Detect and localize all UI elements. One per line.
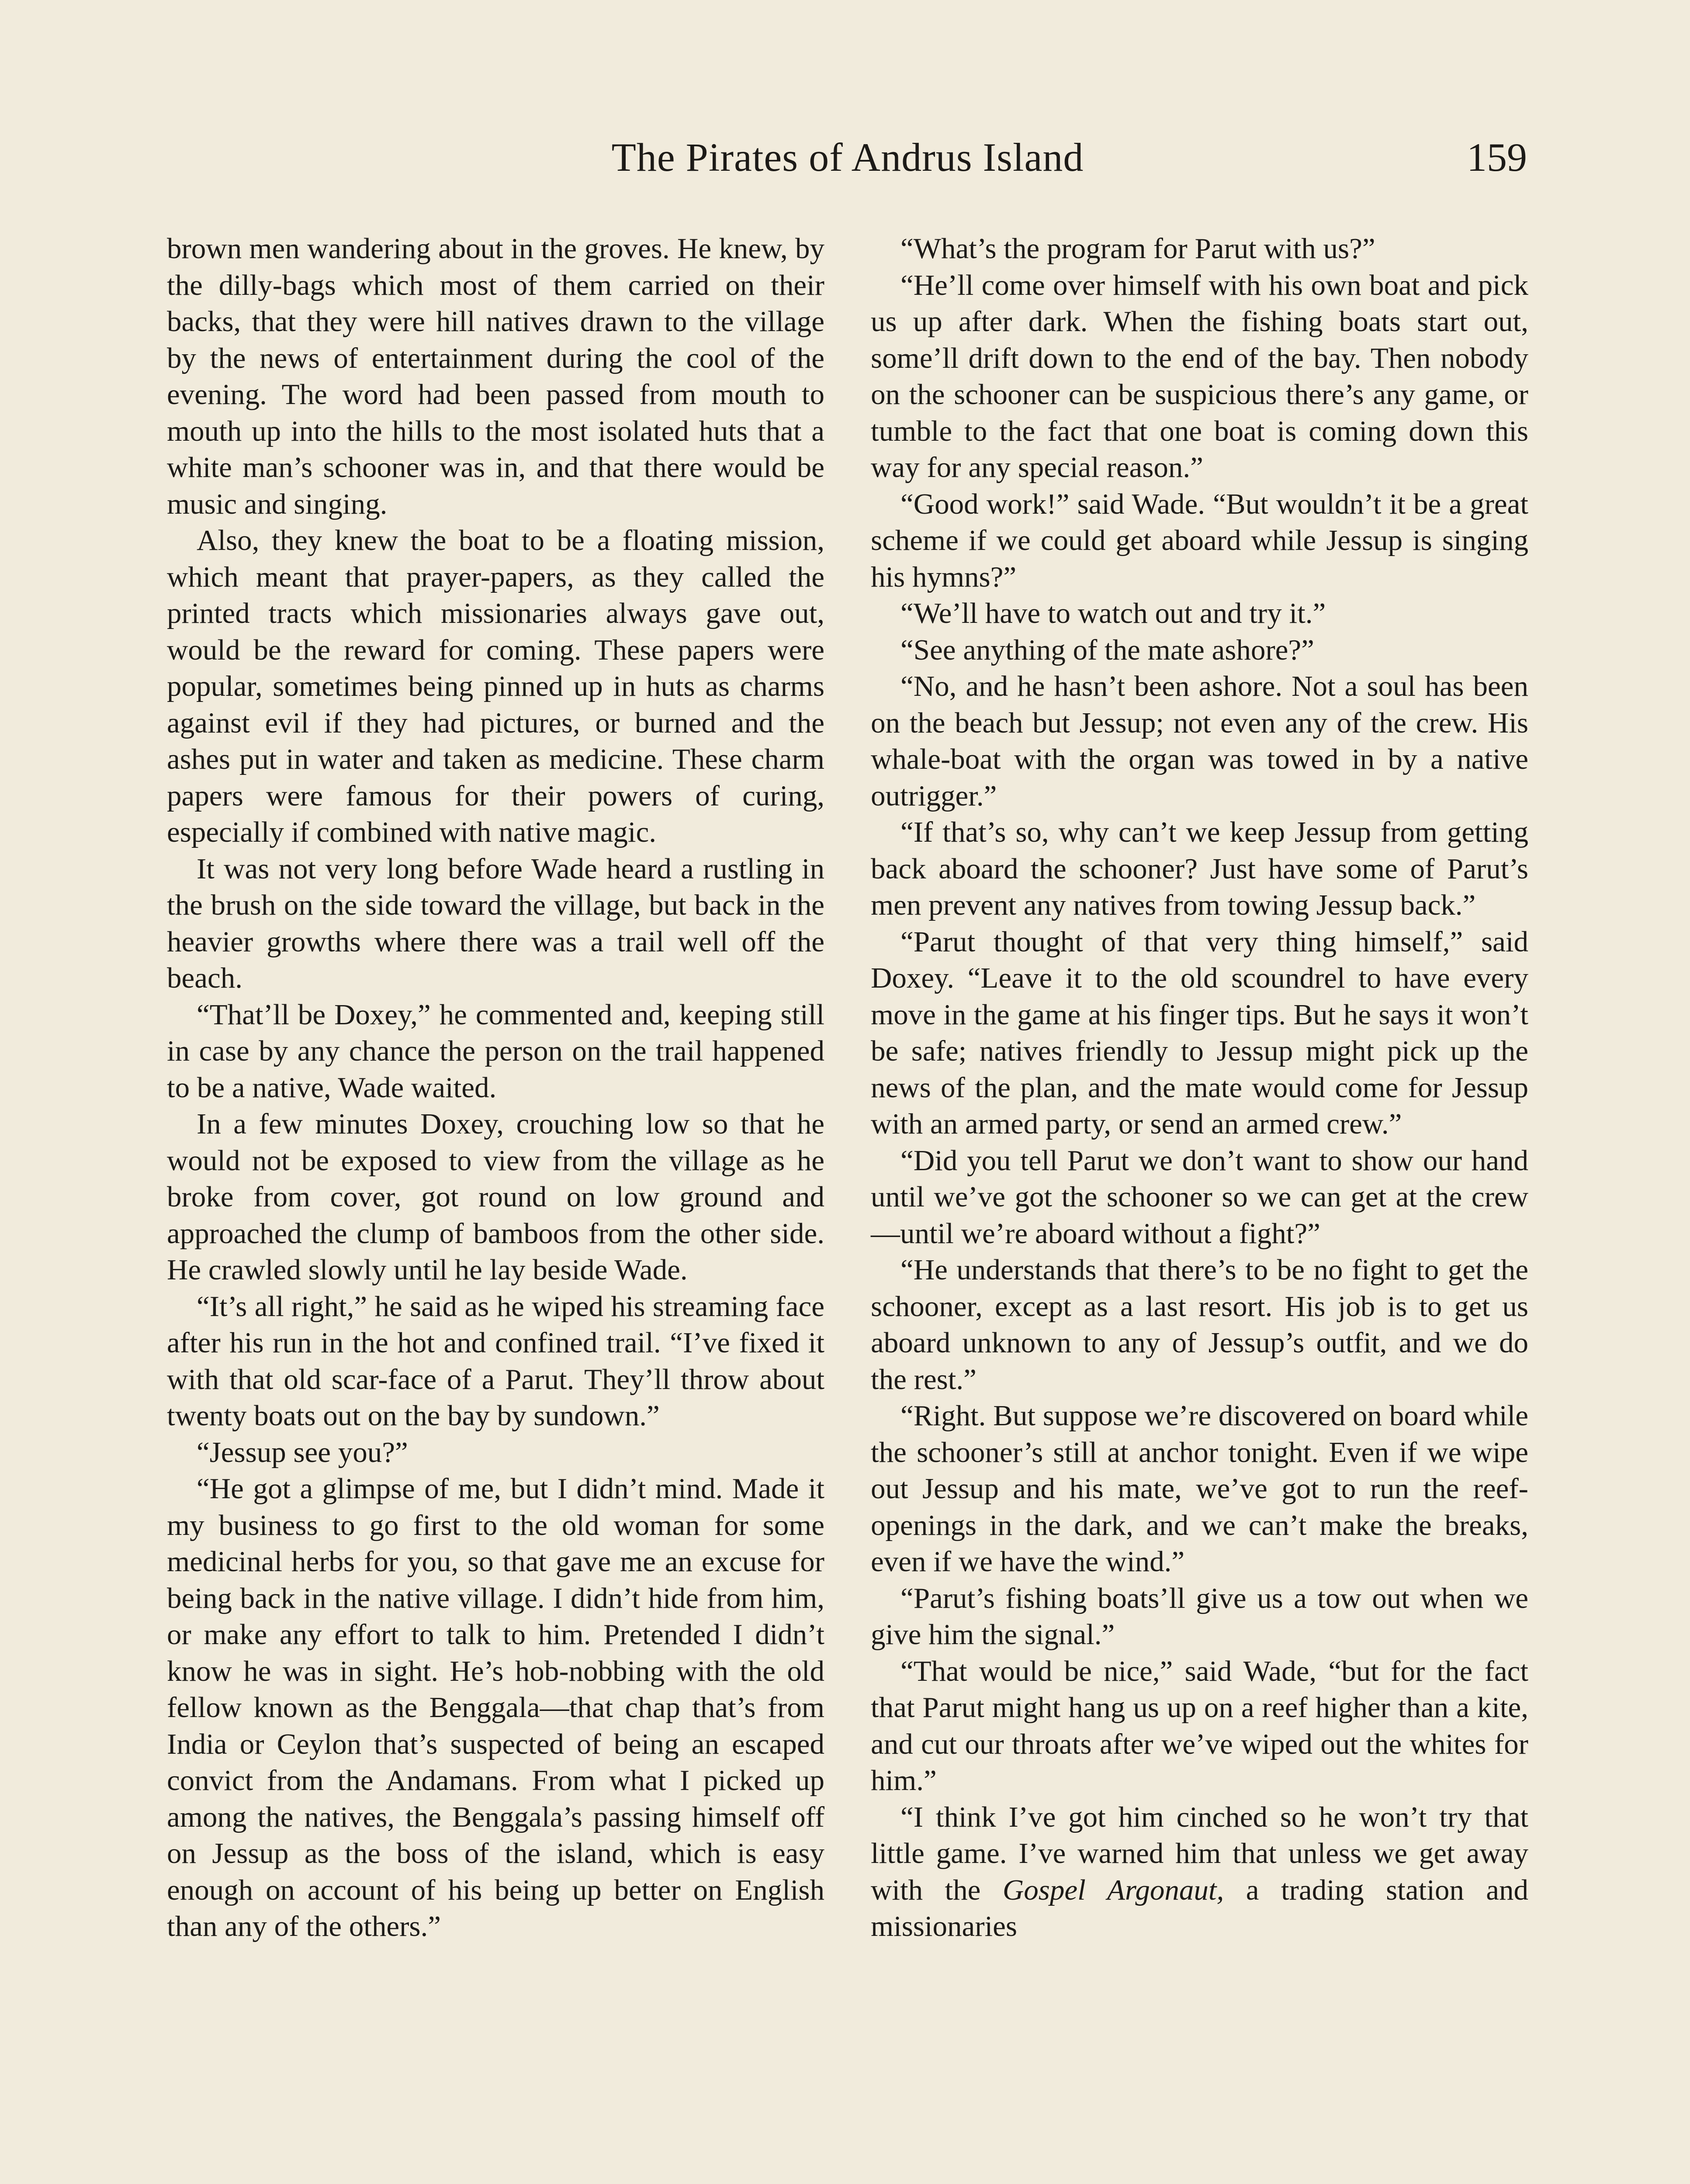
paragraph: “Parut’s fishing boats’ll give us a tow out when we give him the signal.” — [871, 1582, 1528, 1651]
paragraph: brown men wandering about in the groves. He knew, by the dilly-bags which most of them carried on their backs, that they were hill natives drawn to the village by the news of entertainment during the cool of the evening. The word had been passed from mouth to mouth up into the hills to the most isolated huts that a white man’s schooner was in, and that there would be music and singing. — [167, 232, 824, 520]
running-title: The Pirates of Andrus Island — [611, 135, 1084, 180]
paragraph: It was not very long before Wade heard a rustling in the brush on the side toward the village, but back in the heavier growths where there was a trail well off the beach. — [167, 852, 824, 994]
paragraph: “He got a glimpse of me, but I didn’t mind. Made it my business to go first to the old woman for some medicinal herbs for you, so that gave me an excuse for being back in the native village. I didn’t hide from him, or make any effort to talk to him. Pretended I didn’t know he was in sight. He’s hob-nobbing with the old fellow known as the Benggala—that chap that’s from India or Ceylon that’s suspected of being an escaped convict from the Andamans. From what I picked up among the natives, the Benggala’s passing himself off on Jessup as the boss of the island, which is easy enough on account of his being up better on English than any of the others.” — [167, 1472, 824, 1942]
paragraph: “We’ll have to watch out and try it.” — [900, 597, 1326, 629]
paragraph: Also, they knew the boat to be a floating mission, which meant that prayer-papers, as they called the printed tracts which missionaries always gave out, would be the reward for coming. These papers were popular, sometimes being pinned up in huts as charms against evil if they had pictures, or burned and the ashes put in water and taken as medicine. These charm papers were famous for their powers of curing, especially if combined with native magic. — [167, 524, 824, 848]
paragraph: “Good work!” said Wade. “But wouldn’t it be a great scheme if we could get aboard while Jessup is singing his hymns?” — [871, 487, 1528, 593]
paragraph: “That’ll be Doxey,” he commented and, keeping still in case by any chance the person on the trail happened to be a native, Wade waited. — [167, 998, 824, 1104]
paragraph-last — [871, 1799, 1528, 1945]
paragraph: “What’s the program for Parut with us?” — [900, 232, 1375, 265]
ship-name: Gospel Argonaut, — [1002, 1873, 1224, 1906]
paragraph: “If that’s so, why can’t we keep Jessup from getting back aboard the schooner? Just have some of Parut’s men prevent any natives from towing Jessup back.” — [871, 816, 1528, 921]
left-column — [167, 231, 824, 1945]
right-column — [871, 231, 1528, 1945]
page-number: 159 — [1467, 135, 1527, 180]
paragraph: “No, and he hasn’t been ashore. Not a soul has been on the beach but Jessup; not even any of the crew. His whale-boat with the organ was towed in by a native outrigger.” — [871, 670, 1528, 812]
paragraph-text: “I think I’ve got him cinched so he won’t try that little game. I’ve warned him that unless we get away with the — [871, 1800, 1528, 1906]
paragraph-text-tail: a trading station and missionaries — [871, 1873, 1529, 1942]
paragraph: “He’ll come over himself with his own boat and pick us up after dark. When the fishing boats start out, some’ll drift down to the end of the bay. Then nobody on the schooner can be suspicious there’s any game, or tumble to the fact that one boat is coming down this way for any special reason.” — [871, 269, 1528, 484]
paragraph: “Jessup see you?” — [197, 1436, 408, 1469]
paragraph: “See anything of the mate ashore?” — [900, 633, 1314, 666]
paragraph: In a few minutes Doxey, crouching low so that he would not be exposed to view from the village as he broke from cover, got round on low ground and approached the clump of bamboos from the other side. He crawled slowly until he lay beside Wade. — [167, 1108, 824, 1286]
page-header — [168, 131, 1527, 183]
paragraph: “It’s all right,” he said as he wiped his streaming face after his run in the hot and confined trail. “I’ve fixed it with that old scar-face of a Parut. They’ll throw about twenty boats out on the bay by sundown.” — [167, 1290, 824, 1432]
paragraph: “He understands that there’s to be no fight to get the schooner, except as a last resort. His job is to get us aboard unknown to any of Jessup’s outfit, and we do the rest.” — [871, 1254, 1528, 1396]
paragraph: “That would be nice,” said Wade, “but for the fact that Parut might hang us up on a reef higher than a kite, and cut our throats after we’ve wiped out the whites for him.” — [871, 1655, 1528, 1797]
paragraph: “Right. But suppose we’re discovered on board while the schooner’s still at anchor tonight. Even if we wipe out Jessup and his mate, we’ve got to run the reef-openings in the dark, and we can’t make the breaks, even if we have the wind.” — [871, 1400, 1528, 1578]
paragraph: “Parut thought of that very thing himself,” said Doxey. “Leave it to the old scoundrel to have every move in the game at his finger tips. But he says it won’t be safe; natives friendly to Jessup might pick up the news of the plan, and the mate would come for Jessup with an armed party, or send an armed crew.” — [871, 925, 1528, 1140]
paragraph: “Did you tell Parut we don’t want to show our hand until we’ve got the schooner so we can get at the crew—until we’re aboard without a fight?” — [871, 1144, 1528, 1250]
